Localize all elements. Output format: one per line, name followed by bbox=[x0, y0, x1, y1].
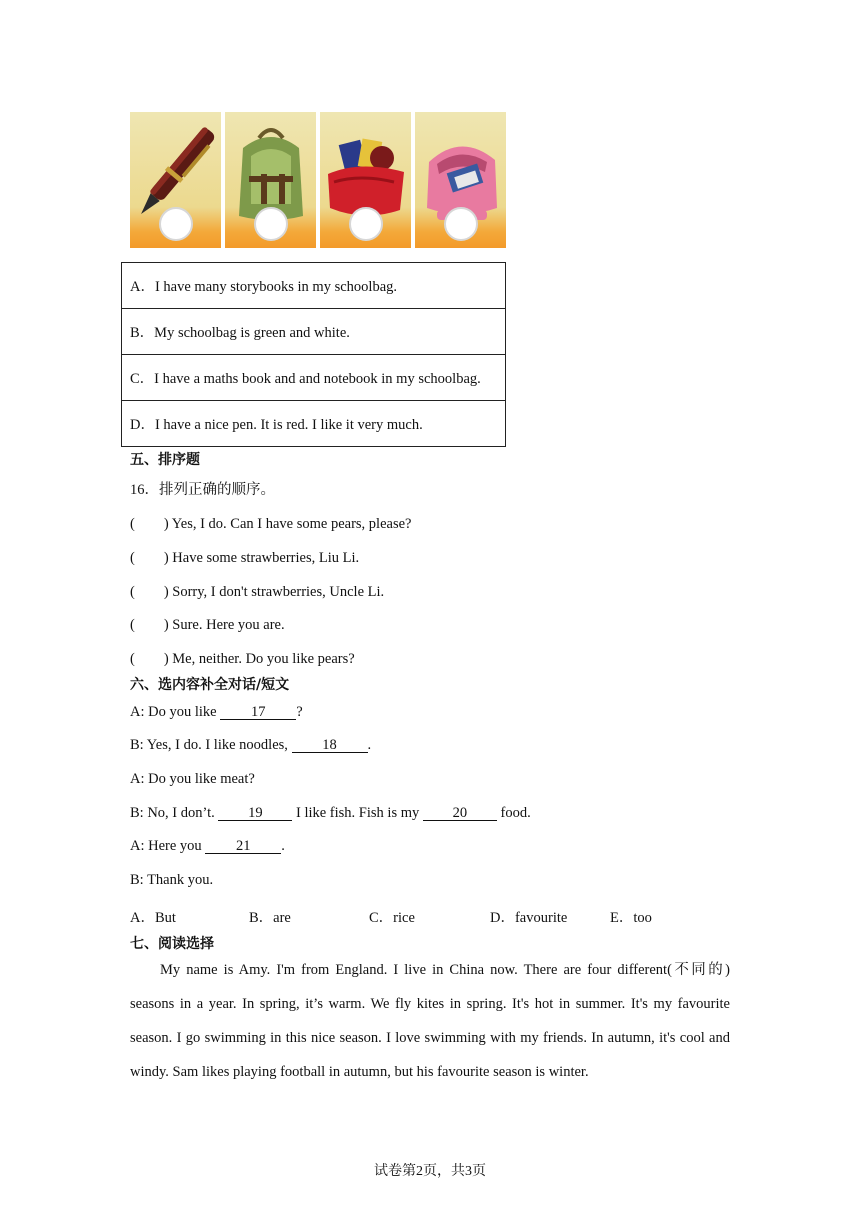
option-c: C．I have a maths book and and notebook in my schoolbag. bbox=[122, 355, 506, 401]
dialogue-text: ? bbox=[296, 704, 303, 720]
order-line-5: ( ) Me, neither. Do you like pears? bbox=[130, 651, 355, 667]
reading-passage: My name is Amy. I'm from England. I live in China now. There are four different(不同的) seasons in a year. In spring, it’s warm. We fly kites in spring. It's hot in summer. It's my favourite season. I go swimming in this nice season. I love swimming with my friends. In autumn, it's cool and windy. Sam likes playing football in autumn, but his favourite season is winter. bbox=[130, 962, 730, 1080]
answer-circle[interactable] bbox=[349, 207, 383, 241]
blank-21[interactable]: 21 bbox=[205, 839, 281, 854]
blank-17[interactable]: 17 bbox=[220, 705, 296, 720]
blank-20[interactable]: 20 bbox=[423, 806, 497, 821]
choice-d: D．favourite bbox=[490, 910, 568, 926]
picture-strip bbox=[130, 112, 506, 248]
dialogue-line-6: B: Thank you. bbox=[130, 872, 214, 888]
dialogue-text: B: No, I don’t. bbox=[130, 805, 219, 821]
dialogue-text: . bbox=[367, 737, 372, 753]
section-5-title: 五、排序题 bbox=[130, 452, 200, 468]
dialogue-line-4 bbox=[130, 805, 531, 822]
order-line-2: ( ) Have some strawberries, Liu Li. bbox=[130, 550, 360, 566]
dialogue-line-1 bbox=[130, 704, 303, 721]
red-schoolbag-picture bbox=[320, 112, 411, 248]
option-a: A．I have many storybooks in my schoolbag. bbox=[122, 263, 506, 309]
section-6-title: 六、选内容补全对话/短文 bbox=[130, 677, 290, 693]
answer-circle[interactable] bbox=[254, 207, 288, 241]
choice-c: C．rice bbox=[369, 910, 415, 926]
dialogue-line-5 bbox=[130, 838, 285, 855]
options-table bbox=[121, 262, 506, 447]
dialogue-text: I like fish. Fish is my bbox=[292, 805, 423, 821]
dialogue-text: A: Do you like bbox=[130, 704, 221, 720]
dialogue-line-2 bbox=[130, 737, 371, 754]
choice-e: E．too bbox=[610, 910, 652, 926]
dialogue-text: food. bbox=[496, 805, 531, 821]
order-line-4: ( ) Sure. Here you are. bbox=[130, 617, 285, 633]
option-d: D．I have a nice pen. It is red. I like it very much. bbox=[122, 401, 506, 447]
pen-picture bbox=[130, 112, 221, 248]
option-b: B．My schoolbag is green and white. bbox=[122, 309, 506, 355]
dialogue-text: B: Yes, I do. I like noodles, bbox=[130, 737, 292, 753]
choice-a: A．But bbox=[130, 910, 176, 926]
pink-schoolbag-picture bbox=[415, 112, 506, 248]
question-16: 16．排列正确的顺序。 bbox=[130, 482, 275, 498]
dialogue-line-3: A: Do you like meat? bbox=[130, 771, 255, 787]
answer-circle[interactable] bbox=[444, 207, 478, 241]
order-line-1: ( ) Yes, I do. Can I have some pears, please? bbox=[130, 516, 412, 532]
order-line-3: ( ) Sorry, I don't strawberries, Uncle Li. bbox=[130, 584, 385, 600]
dialogue-text: A: Here you bbox=[130, 838, 206, 854]
page-footer: 试卷第2页，共3页 bbox=[374, 1164, 486, 1179]
section-7-title: 七、阅读选择 bbox=[130, 936, 214, 952]
green-schoolbag-picture bbox=[225, 112, 316, 248]
dialogue-text: . bbox=[281, 838, 285, 854]
answer-circle[interactable] bbox=[159, 207, 193, 241]
blank-19[interactable]: 19 bbox=[218, 806, 292, 821]
choice-b: B．are bbox=[249, 910, 291, 926]
blank-18[interactable]: 18 bbox=[292, 738, 368, 753]
